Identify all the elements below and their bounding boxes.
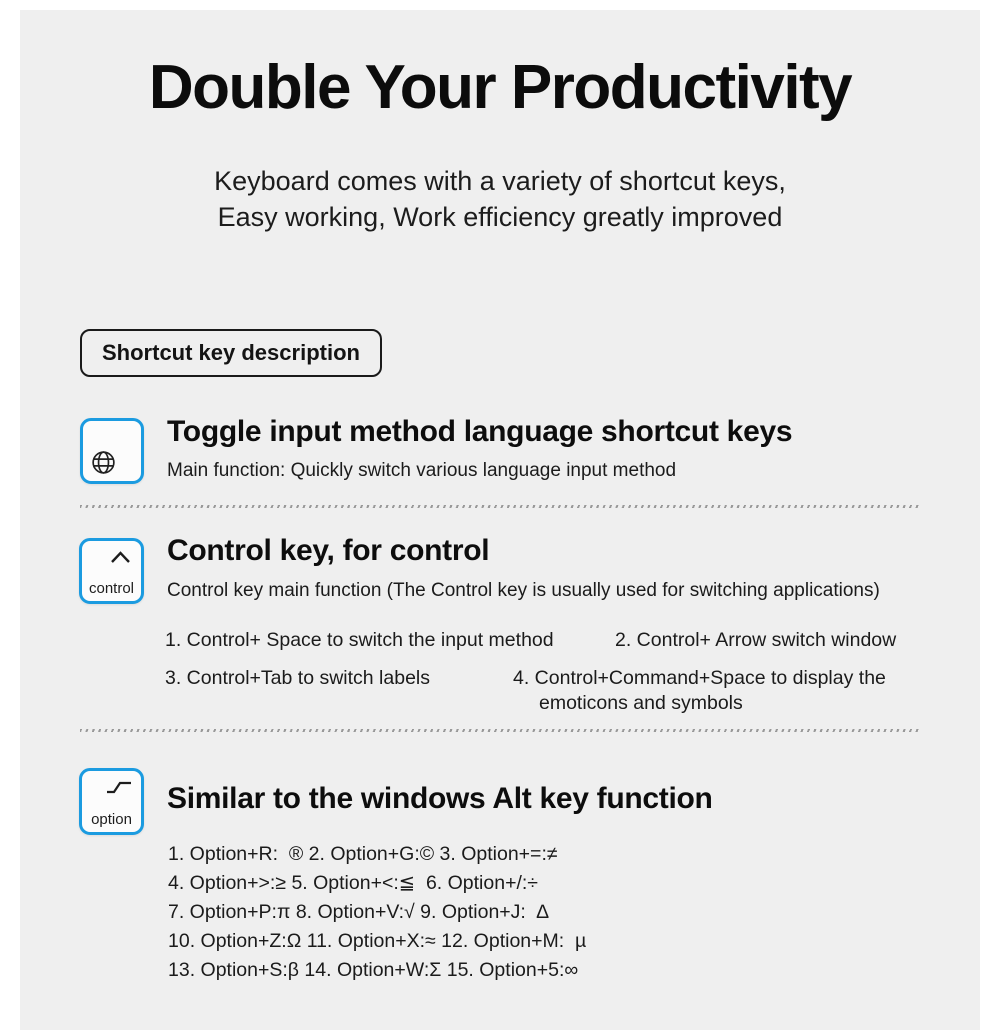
section-heading-control: Control key, for control (167, 534, 490, 567)
keycap-control (79, 538, 144, 604)
dashed-divider (80, 729, 920, 732)
page-subtitle (0, 163, 1000, 235)
dashed-divider (80, 505, 920, 508)
section-tag: Shortcut key description (80, 329, 382, 377)
subtitle-line-2: Easy working, Work efficiency greatly improved (217, 202, 783, 232)
option-shortcut-line: 4. Option+>:≥ 5. Option+<:≦ 6. Option+/:÷ (168, 872, 539, 894)
section-description-control: Control key main function (The Control key is usually used for switching applications) (167, 580, 880, 601)
control-shortcut-item: 1. Control+ Space to switch the input method (165, 629, 554, 651)
control-shortcut-item: 2. Control+ Arrow switch window (615, 629, 897, 651)
section-description-input-method: Main function: Quickly switch various language input method (167, 460, 677, 481)
keycap-option (79, 768, 144, 835)
option-key-icon (105, 780, 132, 795)
globe-icon (90, 449, 117, 476)
page-title: Double Your Productivity (148, 53, 852, 122)
option-shortcut-line: 13. Option+S:β 14. Option+W:Σ 15. Option+5:∞ (168, 959, 579, 981)
caret-up-icon (109, 550, 132, 564)
section-heading-option: Similar to the windows Alt key function (167, 782, 713, 815)
option-shortcut-list (168, 840, 586, 985)
option-shortcut-line: 1. Option+R: ® 2. Option+G:© 3. Option+=:≠ (168, 843, 558, 865)
control-shortcut-item: 3. Control+Tab to switch labels (165, 667, 431, 689)
option-shortcut-line: 7. Option+P:π 8. Option+V:√ 9. Option+J: ∆ (168, 901, 549, 923)
subtitle-line-1: Keyboard comes with a variety of shortcut keys, (214, 166, 786, 196)
keycap-label-control: control (88, 580, 135, 597)
keycap-globe (80, 418, 144, 484)
section-heading-input-method: Toggle input method language shortcut keys (167, 415, 793, 448)
option-shortcut-line: 10. Option+Z:Ω 11. Option+X:≈ 12. Option+M: µ (168, 930, 587, 952)
keycap-label-option: option (91, 811, 132, 828)
control-shortcut-item: 4. Control+Command+Space to display the emoticons and symbols (513, 667, 886, 714)
